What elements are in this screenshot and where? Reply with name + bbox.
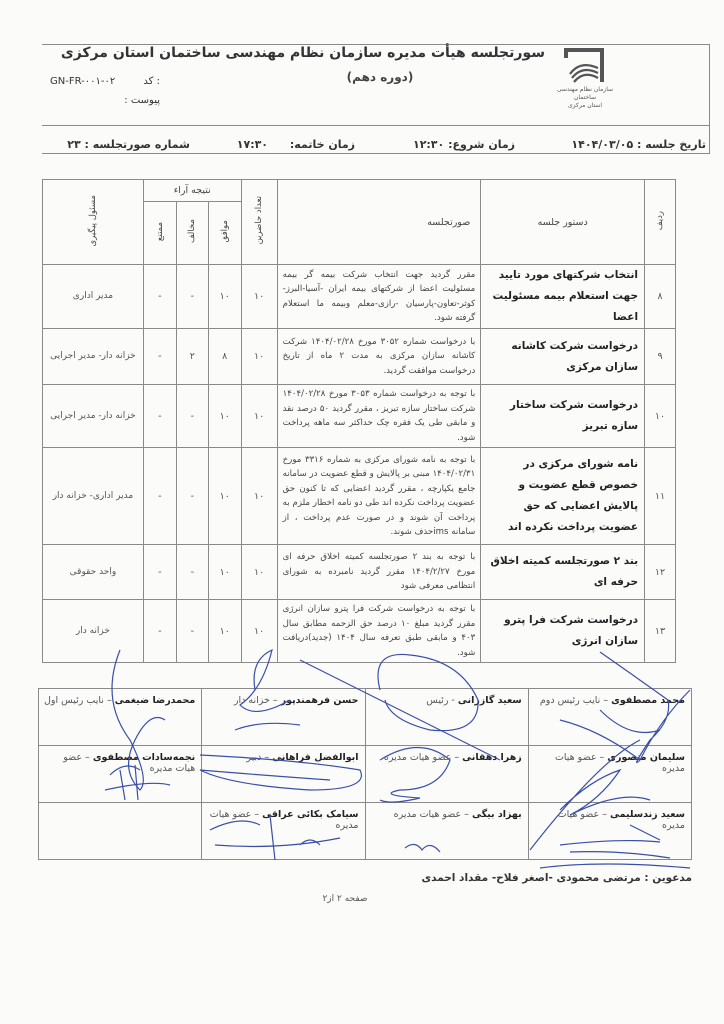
row-number: ۱۰ [645,385,676,448]
invitees-line: مدعوین : مرتضی محمودی -اصغر فلاح- مقداد احمدی [421,872,692,884]
organization-logo [562,46,606,86]
meeting-start-value: ۱۲:۳۰ [412,138,445,151]
row-number: ۱۱ [645,448,676,545]
meeting-number-value: ۲۳ [67,138,81,151]
table-row [43,265,676,329]
page-number: صفحه ۲ از۲ [322,894,368,904]
agenda-cell: بند ۲ صورتجلسه کمیته اخلاق حرفه ای [481,545,645,600]
logo-caption-line2: استان مرکزی [567,102,603,109]
agenda-cell: نامه شورای مرکزی در خصوص قطع عضویت و پالایش اعضایی که حق عضویت پرداخت نکرده اند [481,448,645,545]
signature-cell: بهزاد بیگی – عضو هیات مدیره [365,803,528,860]
row-number: ۱۲ [645,545,676,600]
signature-cell: سعید گازرانی - رئیس [365,689,528,746]
disagree-cell: - [176,600,208,663]
meeting-number-label: شماره صورتجلسه : [84,138,190,151]
form-code-value: GN-FR-۰۰۱-۰۲ [50,76,116,87]
table-row [43,545,676,600]
header-right-rule [709,44,710,154]
agenda-cell: انتخاب شرکتهای مورد تایید جهت استعلام بیمه مسئولیت اعضا [481,265,645,329]
minutes-cell: با توجه به نامه شورای مرکزی به شماره ۳۳۱۶ مورخ ۱۴۰۴/۰۲/۳۱ مبنی بر پالایش و قطع عضویت در سامانه جامع یکپارچه ، مقرر گردید اعضایی که تا کنون حق عضویت پرداخت نکرده اند طی دو نامه اخطار ملزم به پرداخت آن شوند و در صورت عدم پرداخت ، از سامانه imsحذف شوند. [277,448,481,545]
agree-cell: ۱۰ [208,448,241,545]
attendees-cell: ۱۰ [241,545,277,600]
minutes-cell: با توجه به درخواست شماره ۳۰۵۳ مورخ ۱۴۰۴/۰۲/۲۸ شرکت ساختار سازه تبریز ، مقرر گردید ۵۰ درصد نقد و مابقی طی یک فقره چک حداکثر سه ماهه پرداخت شود. [277,385,481,448]
abstain-cell: - [143,385,176,448]
header-disagree: مخالف [176,202,208,265]
agree-cell: ۱۰ [208,545,241,600]
abstain-cell: - [143,600,176,663]
disagree-cell: ۲ [176,329,208,385]
signature-cell: حسن فرهمندپور – خزانه دار [202,689,365,746]
meeting-date-label: تاریخ جلسه : [637,138,706,151]
logo-caption [550,86,620,110]
table-row [43,600,676,663]
minutes-cell: با توجه به بند ۲ صورتجلسه کمیته اخلاق حرفه ای مورخ ۱۴۰۴/۲/۲۷ مقرر گردید نامبرده به شورای انتظامی معرفی شود [277,545,481,600]
meeting-end [237,138,355,151]
signature-cell: سعید زندسلیمی – عضو هیات مدیره [528,803,691,860]
responsible-cell: واحد حقوقی [43,545,144,600]
responsible-cell: خزانه دار- مدیر اجرایی [43,385,144,448]
header-attendees: تعداد حاضرین [241,180,277,265]
disagree-cell: - [176,545,208,600]
header-responsible: مسئول پیگیری [43,180,144,265]
signature-cell: ابوالفضل فراهانی – دبیر [202,746,365,803]
agree-cell: ۱۰ [208,600,241,663]
signature-row [39,689,692,746]
signatures-table [38,688,692,860]
signature-cell: زهرا دهقانی – عضو هیات مدیره [365,746,528,803]
signature-row [39,803,692,860]
signature-cell: محمد مصطفوی – نایب رئیس دوم [528,689,691,746]
minutes-cell: مقرر گردید جهت انتخاب شرکت بیمه گر بیمه مسئولیت اعضا از شرکتهای بیمه ایران -آسیا-البرز-کوثر-تعاون-پارسیان -رازی-معلم وبیمه ما استعلام گرفته شود. [277,265,481,329]
header-vote-result: نتیجه آراء [143,180,241,202]
abstain-cell: - [143,265,176,329]
meeting-number [67,138,190,151]
attendees-cell: ۱۰ [241,265,277,329]
logo-caption-line1: سازمان نظام مهندسی ساختمان [556,86,614,101]
attachment-label: پیوست : [124,95,160,106]
attendees-cell: ۱۰ [241,600,277,663]
header-agenda: دستور جلسه [481,180,645,265]
attendees-cell: ۱۰ [241,385,277,448]
minutes-cell: با توجه به درخواست شرکت فرا پترو سازان انرژی مقرر گردید مبلغ ۱۰ درصد حق الزحمه مطابق سال ۴۰۳ و مابقی طبق تعرفه سال ۱۴۰۴ (جدید)دریافت شود. [277,600,481,663]
agenda-cell: درخواست شرکت کاشانه سازان مرکزی [481,329,645,385]
header-bottom-rule [42,153,710,154]
agenda-cell: درخواست شرکت ساختار سازه تبریز [481,385,645,448]
row-number: ۱۳ [645,600,676,663]
table-row [43,329,676,385]
row-number: ۹ [645,329,676,385]
meeting-start [413,138,515,151]
agree-cell: ۱۰ [208,385,241,448]
logo-emblem-icon [562,46,606,86]
document-title: سورتجلسه هیأت مدیره سازمان نظام مهندسی ساختمان استان مرکزی [60,45,545,61]
header-row-number: ردیف [645,180,676,265]
signature-cell: نجمه‌سادات مصطفوی – عضو هیات مدیره [39,746,202,803]
meeting-date-value: ۱۴۰۴/۰۳/۰۵ [571,138,634,151]
abstain-cell: - [143,545,176,600]
meeting-end-value: ۱۷:۳۰ [236,138,269,151]
disagree-cell: - [176,265,208,329]
form-code-label: کد : [143,76,160,87]
header-mid-rule [42,125,710,126]
signature-row [39,746,692,803]
signature-cell: سیامک بکائی عراقی – عضو هیات مدیره [202,803,365,860]
header-agree: موافق [208,202,241,265]
period-label: (دوره دهم) [346,70,414,84]
signature-cell [39,803,202,860]
responsible-cell: مدیر اداری [43,265,144,329]
table-row [43,448,676,545]
row-number: ۸ [645,265,676,329]
attendees-cell: ۱۰ [241,329,277,385]
meeting-end-label: زمان خاتمه: [289,138,355,151]
meeting-start-label: زمان شروع: [448,138,515,151]
minutes-table [42,179,676,663]
disagree-cell: - [176,448,208,545]
header-abstain: ممتنع [143,202,176,265]
signature-cell: محمدرضا ضیغمی – نایب رئیس اول [39,689,202,746]
meeting-date [571,138,706,151]
agree-cell: ۱۰ [208,265,241,329]
abstain-cell: - [143,329,176,385]
responsible-cell: خزانه دار [43,600,144,663]
agree-cell: ۸ [208,329,241,385]
responsible-cell: مدیر اداری- خزانه دار [43,448,144,545]
minutes-cell: با درخواست شماره ۳۰۵۲ مورخ ۱۴۰۴/۰۲/۲۸ شرکت کاشانه سازان مرکزی به مدت ۲ ماه از تاریخ درخواست موافقت گردید. [277,329,481,385]
header-minutes: صورتجلسه [277,180,481,265]
signature-cell: سلیمان منصوری – عضو هیات مدیره [528,746,691,803]
table-row [43,385,676,448]
disagree-cell: - [176,385,208,448]
attendees-cell: ۱۰ [241,448,277,545]
agenda-cell: درخواست شرکت فرا پترو سازان انرژی [481,600,645,663]
abstain-cell: - [143,448,176,545]
responsible-cell: خزانه دار- مدیر اجرایی [43,329,144,385]
